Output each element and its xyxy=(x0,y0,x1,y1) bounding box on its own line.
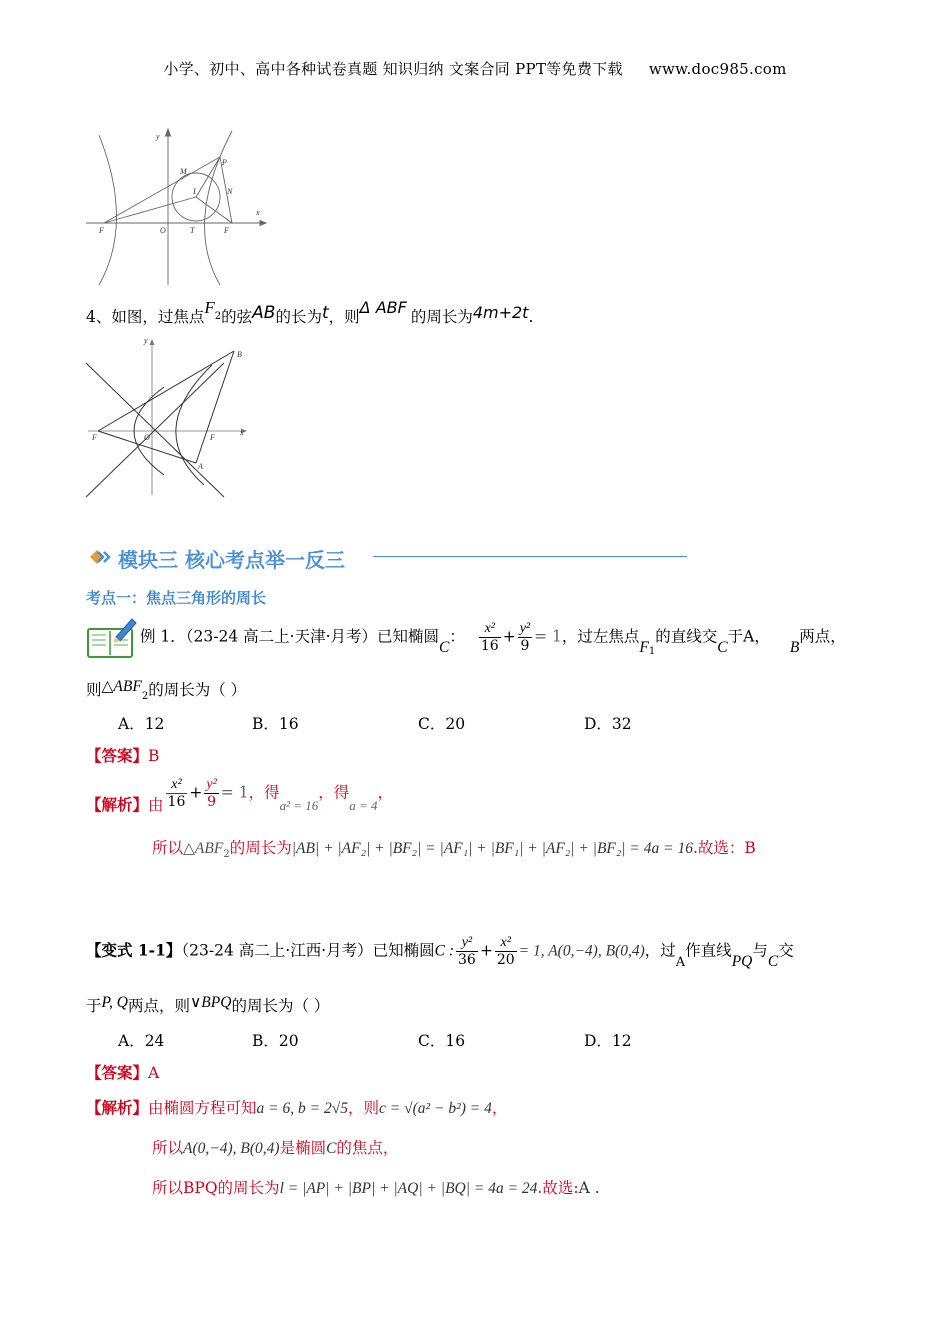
var1-an1-expr: a = 6, b = 2√5 xyxy=(256,1100,348,1117)
ex1-frac-x: $\frac{\text{x²}}{16}$ xyxy=(480,621,499,654)
var1-C: C : xyxy=(434,942,454,960)
segment-F1P xyxy=(104,157,220,223)
ex1-line2-post: 的周长为（ ） xyxy=(148,681,247,699)
var1-jiao: 交 xyxy=(778,941,794,960)
label-N: N xyxy=(227,187,233,196)
ex1-an2-expr: |AB| + |AF₂| + |BF₂| = |AF₁| + |BF₁| + |AF₂| + |BF₂| = 4a = 16 xyxy=(291,840,693,857)
var1-source: （23-24 高二上·江西·月考）已知椭圆 xyxy=(181,941,435,960)
ex1-option-d[interactable]: D．32 xyxy=(584,715,632,733)
ex1-line2-pre: 则 xyxy=(86,681,102,699)
var1-an3-mid: 的周长为 xyxy=(217,1179,280,1197)
item4-triangle: Δ ABF xyxy=(359,298,407,317)
ex1-an2-end: .故选：B xyxy=(692,839,756,857)
ex1-an1-a: a = 4 xyxy=(349,797,378,813)
item-4 xyxy=(86,298,533,334)
var1-PQ: PQ xyxy=(731,952,753,970)
item4-perim: 的周长为 xyxy=(410,308,473,326)
ex1-B: B xyxy=(789,638,800,656)
label-M: M xyxy=(180,167,187,176)
section-title: 模块三 核心考点举一反三 xyxy=(118,548,345,572)
ex1-C: C xyxy=(439,638,450,656)
item4-then: ，则 xyxy=(328,308,360,326)
ex1-an1-pre: 由 xyxy=(148,795,164,814)
ex1-F1: F xyxy=(639,638,649,656)
ex1-mid3: 于A， xyxy=(727,627,770,646)
item4-len: 的长为 xyxy=(275,308,322,326)
ex1-analysis-line2: 所以$\triangle ABF_2$的周长为|AB| + |AF₂| + |BF₂| = |AF₁| + |BF₁| + |AF₂| + |BF₂| = 4a = 16.故选：B xyxy=(152,839,756,861)
ex1-line2: 则$\triangle ABF_2$的周长为（ ） xyxy=(86,678,247,703)
ex1-answer-value: B xyxy=(148,747,160,765)
var1-frac-y: $\frac{\text{y²}}{36}$ xyxy=(458,935,476,968)
item4-answer: 4m+2t xyxy=(472,303,529,322)
var1-analysis-tag: 【解析】 xyxy=(86,1098,149,1117)
var1-analysis-line2 xyxy=(152,1136,398,1158)
page-header xyxy=(0,58,950,79)
label-T: T xyxy=(190,226,195,235)
item4-AB: AB xyxy=(252,303,276,323)
var1-an2-end: 的焦点， xyxy=(336,1139,399,1157)
var1-C2: C xyxy=(767,952,779,970)
ex1-an1-get2: ，得 xyxy=(318,783,350,802)
var1-an1-mid: ，则 xyxy=(347,1099,379,1117)
section-divider xyxy=(373,556,687,557)
book-pencil-icon xyxy=(86,617,138,659)
ex1-analysis-line1: 【解析】由 $\frac{\text{x²}}{16}$ + $\frac{\text{y²}}{9}$ = 1，得$_{a^2 = 16}$，得$_{a = 4}$， xyxy=(86,777,394,814)
var1-an2-expr: A(0,−4), B(0,4) xyxy=(183,1140,280,1157)
item4-chord: 的弦 xyxy=(221,308,253,326)
var1-answer xyxy=(86,1061,159,1083)
var1-an3-expr: l = |AP| + |BP| + |AQ| + |BQ| = 4a = 24 xyxy=(279,1180,538,1197)
var1-an2-pre: 所以 xyxy=(152,1139,184,1157)
ex1-an1-end: ， xyxy=(377,783,394,802)
var1-an1-end: ， xyxy=(491,1099,508,1117)
ex1-tail: 两点， xyxy=(799,627,846,646)
double-chevron-icon xyxy=(88,548,114,566)
var1-an2-C: C xyxy=(326,1140,337,1157)
var1-an3-bpq: BPQ xyxy=(183,1179,218,1197)
item4-t: t xyxy=(321,303,329,323)
ex1-an1-eq: = 1 xyxy=(220,783,249,802)
var1-line2 xyxy=(86,994,329,1016)
hyperbola-left-branch xyxy=(99,135,117,285)
label-O: O xyxy=(160,226,166,235)
label-A: A xyxy=(198,462,203,471)
ex1-option-a[interactable]: A．12 xyxy=(118,715,165,733)
var1-option-b[interactable]: B．20 xyxy=(252,1032,299,1050)
segment-IP xyxy=(196,157,220,197)
var1-triangle: ∨BPQ xyxy=(189,994,232,1011)
var1-tag: 【变式 1-1】 xyxy=(86,940,182,960)
item4-F2-sub: 2 xyxy=(214,311,222,323)
ex1-an2-triangle: △ABF xyxy=(183,840,224,857)
keypoint-title: 考点一：焦点三角形的周长 xyxy=(86,589,267,607)
var1-an3-end: .故选: xyxy=(537,1179,579,1197)
var1-an3-ans: A . xyxy=(578,1179,600,1197)
ex1-C2: C xyxy=(717,638,728,656)
label-x: x xyxy=(256,208,260,217)
segment-IF2 xyxy=(196,197,232,223)
ex1-label: 例 1． xyxy=(140,627,186,646)
item4-F2: F xyxy=(204,298,215,317)
var1-A: A xyxy=(675,954,686,970)
ex1-option-b[interactable]: B．16 xyxy=(252,715,299,733)
header-text: 小学、初中、高中各种试卷真题 知识归纳 文案合同 PPT等免费下载 xyxy=(163,60,623,78)
var1-option-d[interactable]: D．12 xyxy=(584,1032,632,1050)
var1-guo: ，过 xyxy=(644,941,676,960)
ex1-an2-mid: 的周长为 xyxy=(229,839,292,857)
var1-an2-mid: 是椭圆 xyxy=(279,1139,327,1157)
header-url: www.doc985.com xyxy=(648,60,787,78)
var1-an3-pre: 所以 xyxy=(152,1179,184,1197)
ex1-an1-frac-y: $\frac{\text{y²}}{9}$ xyxy=(206,777,217,810)
var1-option-c[interactable]: C．16 xyxy=(418,1032,466,1050)
var1-line1: 【变式 1-1】（23-24 高二上·江西·月考）已知椭圆C : $\frac{\text{y²}}{36}$ + $\frac{\text{x²}}{20}$ = 1, A(0,−4), B(0,4)，过$_A$作直线PQ与C交 xyxy=(86,935,794,970)
var1-answer-value: A xyxy=(148,1064,160,1082)
hyperbola-right-branch xyxy=(205,131,232,285)
ex1-an1-frac-x: $\frac{\text{x²}}{16}$ xyxy=(167,777,186,810)
label-O: O xyxy=(144,433,150,442)
label-y: y xyxy=(144,336,148,345)
ex1-an1-get: ，得 xyxy=(248,783,280,802)
y-axis-arrow xyxy=(150,339,155,345)
ex1-answer-tag: 【答案】 xyxy=(86,746,149,765)
ex1-option-c[interactable]: C．20 xyxy=(418,715,466,733)
label-B: B xyxy=(237,350,242,359)
var1-analysis-line1 xyxy=(86,1096,507,1118)
var1-PQ2: P, Q xyxy=(101,994,128,1011)
label-y: y xyxy=(156,132,160,141)
hyperbola-right-branch xyxy=(176,365,212,485)
var1-analysis-line3 xyxy=(152,1176,600,1198)
label-x: x xyxy=(240,428,244,437)
item4-prefix: 4、如图，过焦点 xyxy=(86,308,205,326)
ex1-an1-a2: a² = 16 xyxy=(279,797,319,813)
ex1-mid: ，过左焦点 xyxy=(561,627,640,646)
section-header xyxy=(88,543,698,573)
label-F2: F xyxy=(224,226,229,235)
ex1-mid2: 的直线交 xyxy=(655,627,718,646)
segment-BA xyxy=(196,351,234,463)
var1-zuo: 作直线 xyxy=(685,941,732,960)
figure-hyperbola-incircle xyxy=(84,125,274,290)
item4-end: . xyxy=(528,308,534,326)
y-axis-arrow xyxy=(166,129,171,136)
var1-line2-mid: 两点，则 xyxy=(127,997,190,1015)
figure-hyperbola-chord xyxy=(84,335,254,500)
var1-answer-tag: 【答案】 xyxy=(86,1063,149,1082)
ex1-triangle: △ABF xyxy=(101,678,142,695)
segment-F1I xyxy=(104,197,196,223)
x-axis-arrow xyxy=(260,221,266,226)
var1-frac-x: $\frac{\text{x²}}{20}$ xyxy=(496,935,515,968)
var1-an1-pre: 由椭圆方程可知 xyxy=(148,1099,257,1117)
ex1-source: （23-24 高二上·天津·月考）已知椭圆 xyxy=(185,627,440,646)
var1-an1-c: c = √(a² − b²) = 4 xyxy=(378,1100,492,1117)
ex1-eq1: = 1 xyxy=(534,627,562,646)
ex1-analysis-tag: 【解析】 xyxy=(86,794,149,814)
label-I: I xyxy=(193,187,196,196)
var1-rest: = 1, A(0,−4), B(0,4) xyxy=(518,942,645,960)
ex1-frac-y: $\frac{\text{y²}}{9}$ xyxy=(519,621,531,654)
label-F1: F xyxy=(92,433,97,442)
ex1-answer xyxy=(86,744,159,766)
ex1-colon: ： xyxy=(449,627,465,646)
label-F1: F xyxy=(99,226,104,235)
var1-line2-post: 的周长为（ ） xyxy=(231,997,330,1015)
var1-line2-pre: 于 xyxy=(86,997,102,1015)
var1-option-a[interactable]: A．24 xyxy=(118,1032,165,1050)
ex1-an2-pre: 所以 xyxy=(152,839,184,857)
label-F2: F xyxy=(210,433,215,442)
var1-yu: 与 xyxy=(752,941,768,960)
label-P: P xyxy=(222,158,227,167)
ex1-line1: 例 1．（23-24 高二上·天津·月考）已知椭圆C： $\frac{\text{x²}}{16}$ + $\frac{\text{y²}}{9}$ = 1，过左焦点$F_1$的直线交C于A，B两点， xyxy=(140,621,846,657)
